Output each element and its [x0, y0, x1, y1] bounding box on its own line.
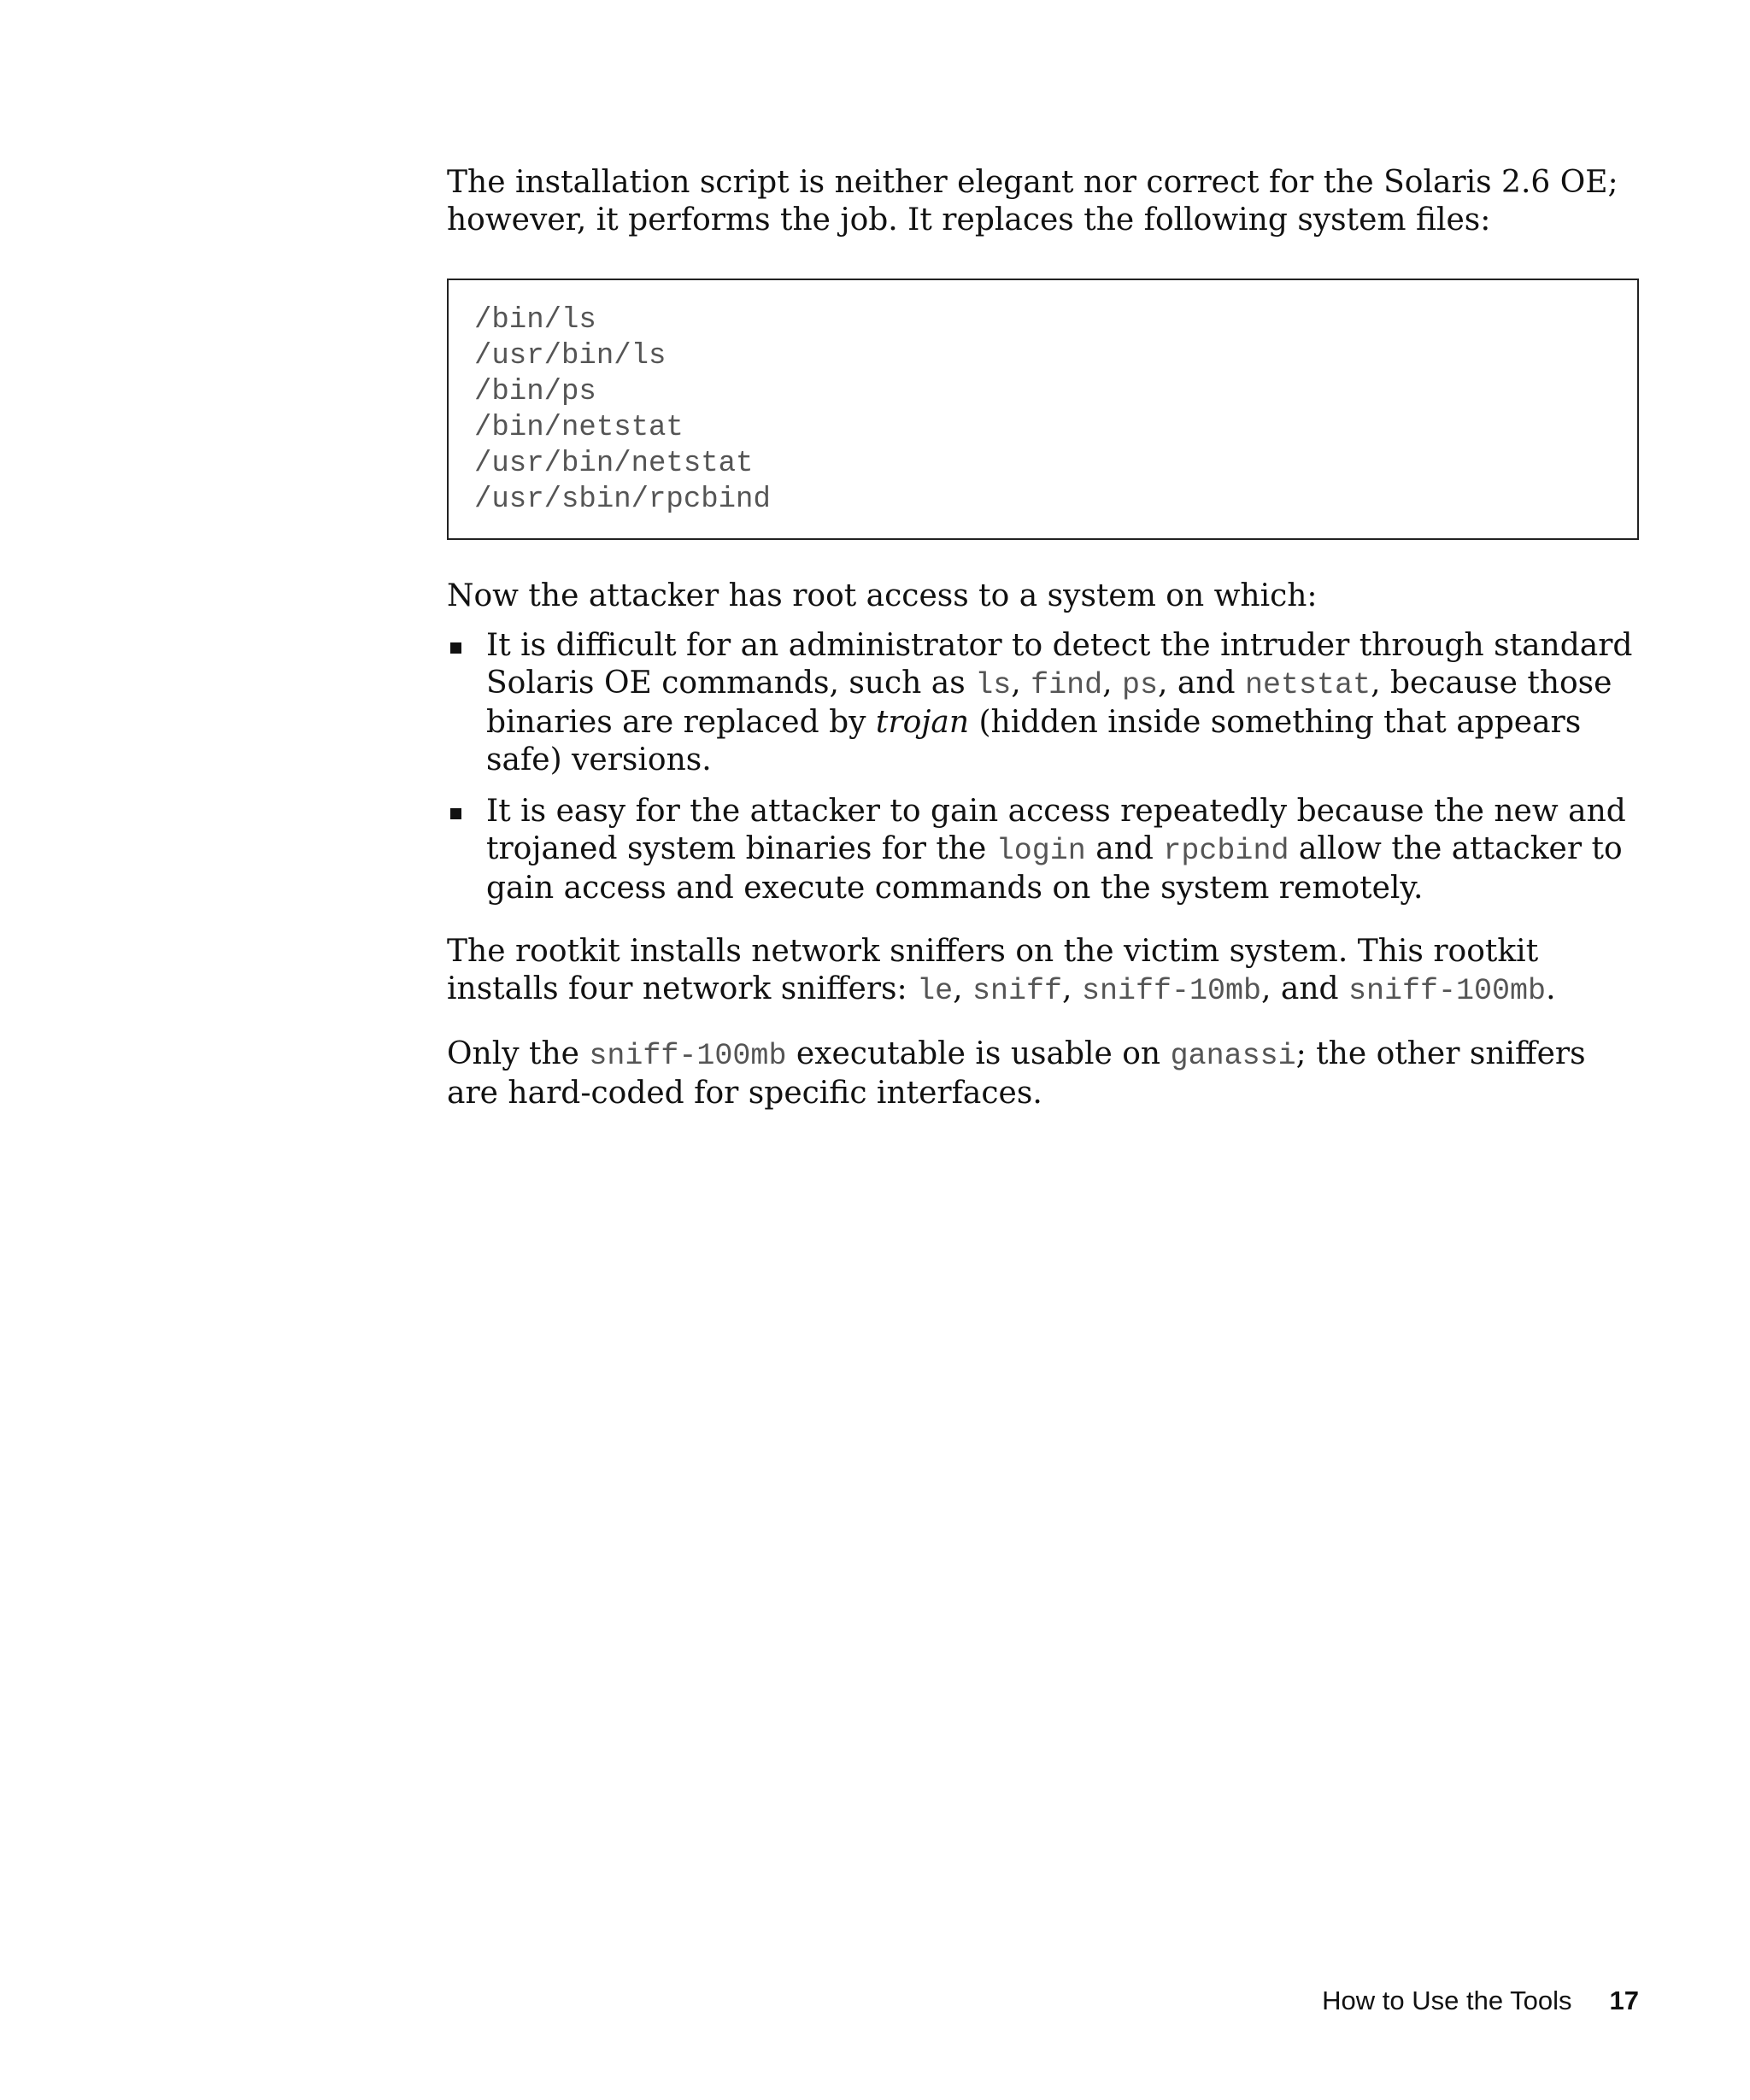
inline-code: rpcbind [1163, 834, 1289, 868]
bullet-text: (hidden inside something that appears safe) versions. [486, 705, 1582, 777]
paragraph-text: . [1546, 971, 1556, 1006]
code-line: /bin/netstat [474, 412, 684, 444]
inline-code: netstat [1245, 668, 1371, 702]
bullet-text: , and [1158, 666, 1246, 701]
inline-code: sniff [972, 974, 1063, 1008]
inline-code: ps [1122, 668, 1159, 702]
paragraph-text: , [1062, 971, 1082, 1006]
paragraph-text: , and [1260, 971, 1349, 1006]
code-block [447, 279, 1639, 540]
code-line: /bin/ps [474, 376, 596, 408]
code-line: /usr/bin/ls [474, 340, 667, 372]
paragraph-text: executable is usable on [786, 1036, 1171, 1071]
footer-section-title: How to Use the Tools [1322, 1986, 1572, 2015]
usable-sniffer-paragraph [447, 1035, 1639, 1112]
inline-code: ganassi [1170, 1039, 1296, 1073]
bullet-text: and [1085, 831, 1164, 866]
paragraph-text: The rootkit installs network sniffers on the victim system. This rootkit installs four network sniffers: [447, 934, 1539, 1006]
code-line: /usr/bin/netstat [474, 448, 754, 480]
emphasis-text: trojan [875, 705, 970, 740]
inline-code: sniff-100mb [1348, 974, 1547, 1008]
list-item [447, 627, 1639, 779]
inline-code: find [1031, 668, 1103, 702]
code-line: /usr/sbin/rpcbind [474, 484, 771, 516]
list-item [447, 793, 1639, 907]
code-line: /bin/ls [474, 304, 596, 337]
document-body [447, 164, 1639, 1112]
bullet-square-icon [450, 808, 461, 819]
paragraph-text: ; the other sniffers are hard-coded for specific interfaces. [447, 1036, 1586, 1111]
bullet-text: allow the attacker to gain access and execute commands on the system remotely. [486, 831, 1623, 906]
paragraph-text: , [953, 971, 973, 1006]
inline-code: sniff-100mb [589, 1039, 787, 1073]
bullet-text: , [1102, 666, 1122, 701]
inline-code: login [995, 834, 1086, 868]
access-intro-paragraph: Now the attacker has root access to a system on which: [447, 578, 1318, 613]
bullet-text: , [1011, 666, 1031, 701]
page-number: 17 [1609, 1986, 1639, 2015]
page-footer [1322, 1986, 1639, 2016]
inline-code: le [917, 974, 954, 1008]
inline-code: ls [975, 668, 1012, 702]
intro-paragraph: The installation script is neither elegant nor correct for the Solaris 2.6 OE; however, it performs the job. It replaces the following system files: [447, 165, 1618, 238]
bullet-text: It is easy for the attacker to gain access repeatedly because the new and trojaned system binaries for the [486, 794, 1626, 866]
bullet-square-icon [450, 642, 461, 654]
bullet-list [447, 627, 1639, 907]
bullet-text: It is difficult for an administrator to detect the intruder through standard Solaris OE commands, such as [486, 628, 1633, 701]
paragraph-text: Only the [447, 1036, 590, 1071]
bullet-text: , because those binaries are replaced by [486, 666, 1612, 740]
sniffers-paragraph [447, 933, 1639, 1010]
inline-code: sniff-10mb [1081, 974, 1261, 1008]
